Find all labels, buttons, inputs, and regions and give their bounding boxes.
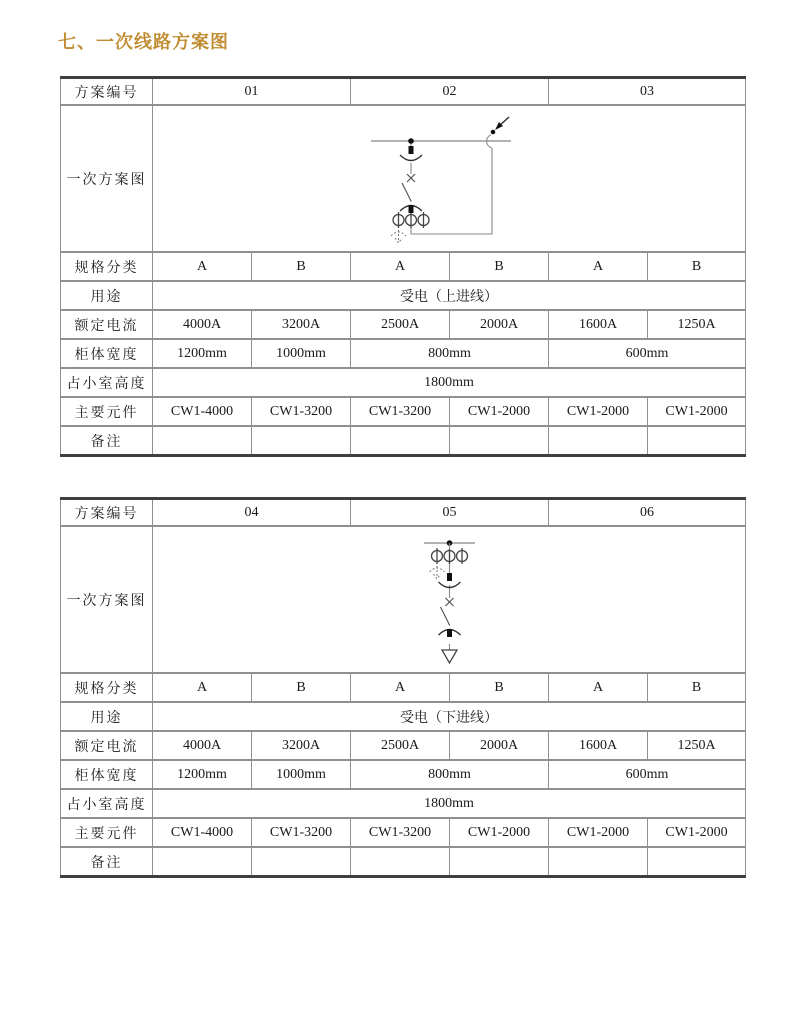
table-row: [61, 397, 746, 426]
cabinet-width-value: 1000mm: [252, 760, 351, 789]
drawout-indicator-icon: [430, 566, 445, 579]
remark-label: 备注: [61, 847, 153, 877]
remark-cell: [450, 426, 549, 456]
table-row: [61, 252, 746, 281]
cabinet-width-label: 柜体宽度: [61, 760, 153, 789]
table-row: [61, 281, 746, 310]
main-component-value: CW1-3200: [252, 397, 351, 426]
scheme-number: 03: [549, 78, 746, 106]
use-value: 受电（上进线）: [153, 281, 746, 310]
moving-contact-icon: [447, 573, 452, 581]
current-transformer-icons: [432, 548, 468, 564]
plug-contact-arc-icon: [400, 155, 422, 161]
scheme-number: 05: [351, 499, 549, 527]
rated-current-value: 1250A: [648, 731, 746, 760]
main-component-label: 主要元件: [61, 397, 153, 426]
cabinet-width-value: 800mm: [351, 339, 549, 368]
spec-class-value: B: [450, 252, 549, 281]
main-component-value: CW1-2000: [648, 818, 746, 847]
main-component-value: CW1-2000: [549, 397, 648, 426]
cabinet-width-label: 柜体宽度: [61, 339, 153, 368]
main-component-value: CW1-2000: [450, 818, 549, 847]
table-row: [61, 702, 746, 731]
remark-cell: [351, 426, 450, 456]
spec-class-value: A: [153, 673, 252, 702]
scheme-number-label: 方案编号: [61, 78, 153, 106]
main-component-value: CW1-3200: [351, 818, 450, 847]
table-row: [61, 673, 746, 702]
rated-current-label: 额定电流: [61, 310, 153, 339]
table-row: [61, 818, 746, 847]
moving-contact-icon: [409, 205, 414, 213]
rated-current-value: 2000A: [450, 310, 549, 339]
room-height-label: 占小室高度: [61, 789, 153, 818]
table-row: [61, 731, 746, 760]
breaker-icon: [402, 174, 415, 201]
main-component-label: 主要元件: [61, 818, 153, 847]
remark-cell: [549, 847, 648, 877]
spec-class-value: A: [549, 673, 648, 702]
remark-cell: [549, 426, 648, 456]
cabinet-width-value: 1000mm: [252, 339, 351, 368]
rated-current-value: 1600A: [549, 310, 648, 339]
diagram-label: 一次方案图: [61, 105, 153, 252]
table-row: [61, 760, 746, 789]
spec-class-value: B: [648, 252, 746, 281]
table-row: [61, 426, 746, 456]
use-value: 受电（下进线）: [153, 702, 746, 731]
top-incoming-circuit-diagram-icon: [339, 106, 559, 251]
room-height-value: 1800mm: [153, 789, 746, 818]
moving-contact-icon: [409, 146, 414, 154]
cabinet-width-value: 1200mm: [153, 760, 252, 789]
remark-cell: [252, 426, 351, 456]
rated-current-value: 3200A: [252, 731, 351, 760]
remark-cell: [153, 847, 252, 877]
spec-class-value: A: [153, 252, 252, 281]
cabinet-width-value: 800mm: [351, 760, 549, 789]
moving-contact-icon: [447, 629, 452, 637]
table-row: [61, 310, 746, 339]
main-component-value: CW1-3200: [351, 397, 450, 426]
rated-current-value: 4000A: [153, 731, 252, 760]
spec-class-value: B: [252, 252, 351, 281]
diagram-label: 一次方案图: [61, 526, 153, 673]
incoming-supply-arrow-icon: [495, 117, 509, 130]
remark-cell: [351, 847, 450, 877]
diagram-cell: [153, 105, 746, 252]
table-row: [61, 789, 746, 818]
table-row: [61, 847, 746, 877]
scheme-number: 04: [153, 499, 351, 527]
remark-cell: [153, 426, 252, 456]
spec-class-value: A: [549, 252, 648, 281]
scheme-number: 06: [549, 499, 746, 527]
bottom-incoming-circuit-diagram-icon: [339, 526, 559, 673]
scheme-table-01-03: [60, 76, 746, 457]
use-label: 用途: [61, 281, 153, 310]
cabinet-width-value: 1200mm: [153, 339, 252, 368]
rated-current-value: 1250A: [648, 310, 746, 339]
rated-current-value: 4000A: [153, 310, 252, 339]
room-height-value: 1800mm: [153, 368, 746, 397]
cable-terminal-icon: [442, 650, 457, 663]
remark-cell: [252, 847, 351, 877]
table-row: [61, 368, 746, 397]
rated-current-value: 2500A: [351, 731, 450, 760]
scheme-number: 02: [351, 78, 549, 106]
current-transformer-icons: [393, 212, 429, 228]
table-row: [61, 105, 746, 252]
table-row: [61, 339, 746, 368]
table-row: [61, 526, 746, 673]
main-component-value: CW1-4000: [153, 818, 252, 847]
main-component-value: CW1-2000: [450, 397, 549, 426]
spec-class-value: B: [450, 673, 549, 702]
main-component-value: CW1-4000: [153, 397, 252, 426]
rated-current-value: 2500A: [351, 310, 450, 339]
rated-current-value: 1600A: [549, 731, 648, 760]
table-row: [61, 78, 746, 106]
table-row: [61, 499, 746, 527]
diagram-cell: [153, 526, 746, 673]
page-title: 七、一次线路方案图: [58, 32, 229, 52]
scheme-table-04-06: [60, 497, 746, 878]
spec-class-value: A: [351, 252, 450, 281]
use-label: 用途: [61, 702, 153, 731]
remark-cell: [648, 426, 746, 456]
main-component-value: CW1-2000: [549, 818, 648, 847]
scheme-number-label: 方案编号: [61, 499, 153, 527]
spec-class-value: B: [648, 673, 746, 702]
main-component-value: CW1-2000: [648, 397, 746, 426]
spec-class-value: A: [351, 673, 450, 702]
room-height-label: 占小室高度: [61, 368, 153, 397]
breaker-icon: [441, 598, 454, 625]
spec-class-label: 规格分类: [61, 673, 153, 702]
spec-class-label: 规格分类: [61, 252, 153, 281]
main-component-value: CW1-3200: [252, 818, 351, 847]
rated-current-label: 额定电流: [61, 731, 153, 760]
drawout-indicator-icon: [391, 230, 406, 243]
remark-cell: [450, 847, 549, 877]
junction-dot: [408, 138, 414, 144]
rated-current-value: 3200A: [252, 310, 351, 339]
scheme-number: 01: [153, 78, 351, 106]
remark-cell: [648, 847, 746, 877]
cabinet-width-value: 600mm: [549, 760, 746, 789]
junction-dot: [491, 130, 496, 135]
remark-label: 备注: [61, 426, 153, 456]
rated-current-value: 2000A: [450, 731, 549, 760]
cabinet-width-value: 600mm: [549, 339, 746, 368]
spec-class-value: B: [252, 673, 351, 702]
